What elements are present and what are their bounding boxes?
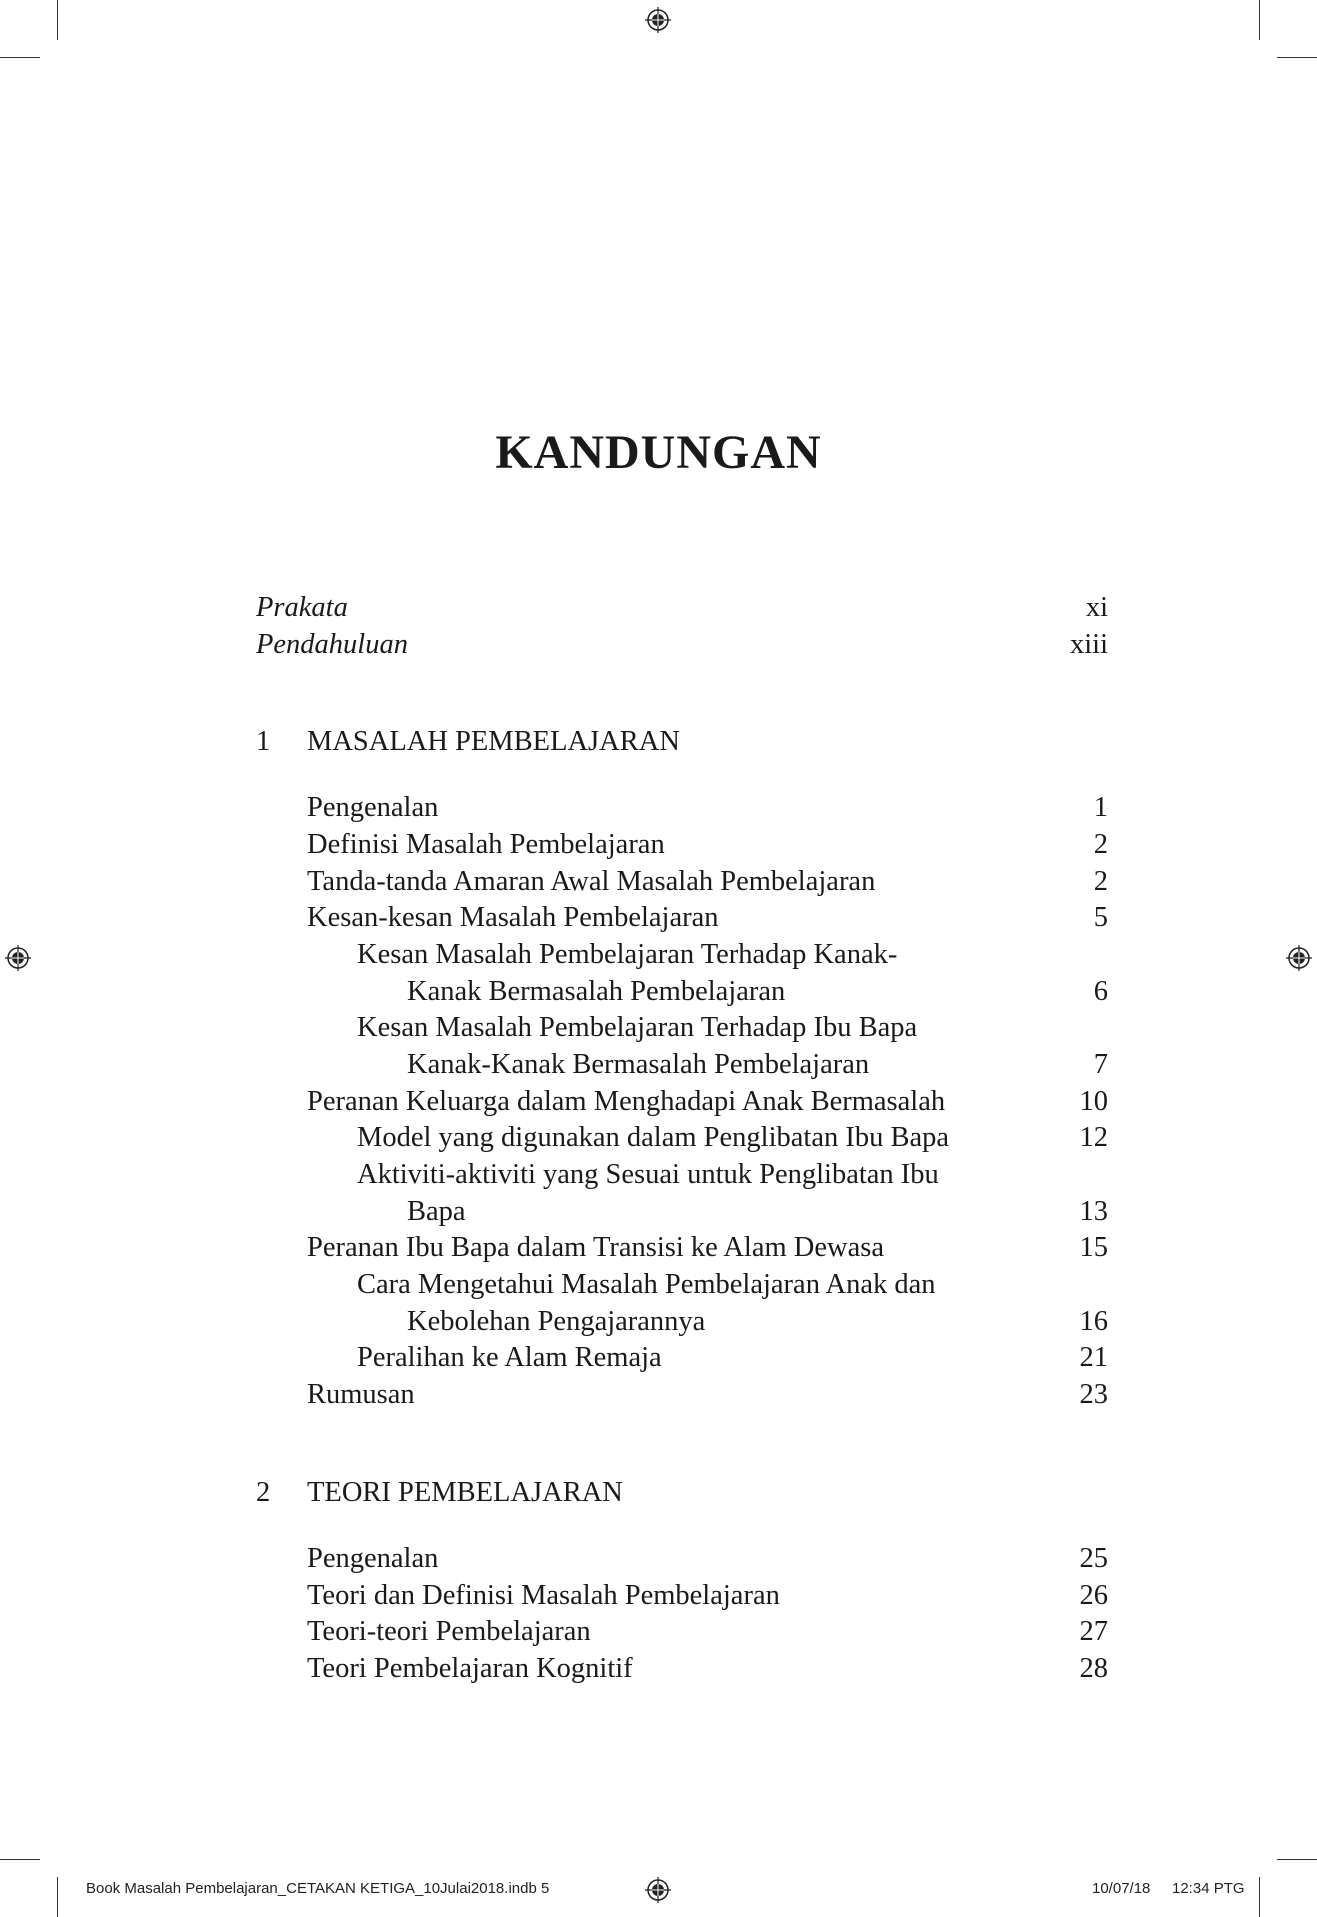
toc-subentry <box>357 1010 1108 1046</box>
toc-entry <box>307 1651 1108 1687</box>
toc-entry <box>307 900 1108 936</box>
toc-page-number: 23 <box>1079 1379 1108 1410</box>
toc-page-number: xi <box>1085 592 1108 623</box>
toc-entry <box>307 827 1108 863</box>
toc-entry-label: Teori Pembelajaran Kognitif <box>307 1653 633 1684</box>
chapter-number: 1 <box>256 726 271 757</box>
toc-entry-label: Kesan-kesan Masalah Pembelajaran <box>307 902 719 933</box>
toc-subentry-continuation <box>407 1194 1108 1230</box>
toc-page-number: 2 <box>1093 866 1108 897</box>
crop-mark <box>0 57 40 58</box>
toc-entry <box>307 1541 1108 1577</box>
toc-entry-label: Model yang digunakan dalam Penglibatan Ibu Bapa <box>357 1122 950 1153</box>
footer-time: 12:34 PTG <box>1172 1880 1245 1897</box>
toc-entry-label: Pendahuluan <box>256 629 408 660</box>
crop-mark <box>0 1859 40 1860</box>
toc-front-entry <box>256 590 1108 626</box>
chapter-title: TEORI PEMBELAJARAN <box>307 1477 623 1508</box>
toc-subentry <box>357 937 1108 973</box>
toc-entry <box>307 1230 1108 1266</box>
toc-entry-label: Kesan Masalah Pembelajaran Terhadap Ibu Bapa <box>357 1012 918 1043</box>
toc-entry-label: Tanda-tanda Amaran Awal Masalah Pembelajaran <box>307 866 876 897</box>
crop-mark <box>1277 1859 1317 1860</box>
toc-page-number: 7 <box>1093 1049 1108 1080</box>
toc-entry-label: Kanak-Kanak Bermasalah Pembelajaran <box>407 1049 870 1080</box>
toc-page-number: 5 <box>1093 902 1108 933</box>
crop-mark <box>57 1877 58 1917</box>
chapter-title: MASALAH PEMBELAJARAN <box>307 726 680 757</box>
toc-entry-label: Kesan Masalah Pembelajaran Terhadap Kanak- <box>357 939 898 970</box>
registration-mark-icon <box>5 945 31 971</box>
toc-entry <box>307 1578 1108 1614</box>
crop-mark <box>57 0 58 40</box>
toc-subentry-continuation <box>407 1047 1108 1083</box>
toc-page-number: 26 <box>1079 1580 1108 1611</box>
toc-page-number: 1 <box>1093 792 1108 823</box>
toc-entry-label: Kanak Bermasalah Pembelajaran <box>407 976 786 1007</box>
registration-mark-icon <box>645 7 671 33</box>
footer-date: 10/07/18 <box>1092 1880 1151 1897</box>
crop-mark <box>1277 57 1317 58</box>
toc-page-number: xiii <box>1069 629 1108 660</box>
chapter-number: 2 <box>256 1477 271 1508</box>
crop-mark <box>1259 0 1260 40</box>
toc-page-number: 12 <box>1079 1122 1108 1153</box>
toc-entry-label: Definisi Masalah Pembelajaran <box>307 829 665 860</box>
toc-subentry-continuation <box>407 974 1108 1010</box>
toc-subentry <box>357 1120 1108 1156</box>
toc-entry <box>307 1377 1108 1413</box>
toc-entry-label: Kebolehan Pengajarannya <box>407 1306 706 1337</box>
toc-entry-label: Teori-teori Pembelajaran <box>307 1616 591 1647</box>
toc-page-number: 21 <box>1079 1342 1108 1373</box>
toc-entry-label: Peralihan ke Alam Remaja <box>357 1342 662 1373</box>
toc-subentry <box>357 1267 1108 1303</box>
toc-entry <box>307 1614 1108 1650</box>
toc-page-number: 15 <box>1079 1232 1108 1263</box>
toc-front-entry <box>256 627 1108 663</box>
toc-entry <box>307 864 1108 900</box>
toc-page-number: 10 <box>1079 1086 1108 1117</box>
toc-entry <box>307 1084 1108 1120</box>
registration-mark-icon <box>1286 945 1312 971</box>
chapter-heading <box>256 724 1108 760</box>
toc-entry-label: Peranan Keluarga dalam Menghadapi Anak Bermasalah <box>307 1086 946 1117</box>
toc-entry-label: Rumusan <box>307 1379 415 1410</box>
toc-page-number: 13 <box>1079 1196 1108 1227</box>
registration-mark-icon <box>645 1877 671 1903</box>
toc-subentry <box>357 1157 1108 1193</box>
toc-entry-label: Teori dan Definisi Masalah Pembelajaran <box>307 1580 780 1611</box>
toc-subentry-continuation <box>407 1304 1108 1340</box>
toc-page-number: 2 <box>1093 829 1108 860</box>
toc-entry-label: Prakata <box>256 592 348 623</box>
toc-entry-label: Pengenalan <box>307 1543 439 1574</box>
toc-entry-label: Bapa <box>407 1196 466 1227</box>
toc-page-number: 25 <box>1079 1543 1108 1574</box>
toc-page-number: 28 <box>1079 1653 1108 1684</box>
chapter-heading <box>256 1475 1108 1511</box>
toc-entry-label: Pengenalan <box>307 792 439 823</box>
toc-page-number: 6 <box>1093 976 1108 1007</box>
toc-page-number: 27 <box>1079 1616 1108 1647</box>
footer-filename: Book Masalah Pembelajaran_CETAKAN KETIGA_10Julai2018.indb 5 <box>86 1880 550 1897</box>
toc-entry-label: Peranan Ibu Bapa dalam Transisi ke Alam Dewasa <box>307 1232 884 1263</box>
toc-entry-label: Cara Mengetahui Masalah Pembelajaran Anak dan <box>357 1269 936 1300</box>
page-title: KANDUNGAN <box>495 426 822 479</box>
crop-mark <box>1259 1877 1260 1917</box>
toc-page-number: 16 <box>1079 1306 1108 1337</box>
toc-entry <box>307 790 1108 826</box>
toc-subentry <box>357 1340 1108 1376</box>
toc-entry-label: Aktiviti-aktiviti yang Sesuai untuk Penglibatan Ibu <box>357 1159 939 1190</box>
